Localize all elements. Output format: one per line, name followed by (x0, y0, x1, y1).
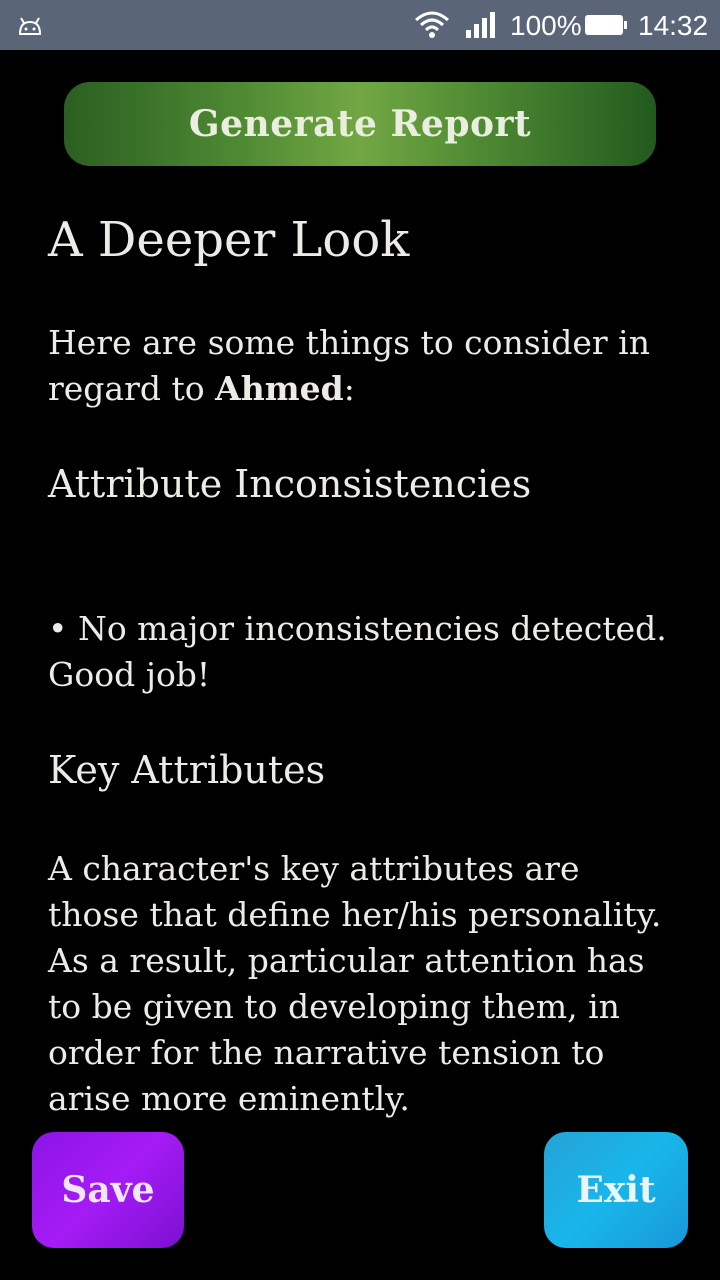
intro-text (48, 320, 678, 412)
page-title: A Deeper Look (48, 212, 410, 268)
intro-prefix: Here are some things to consider in regard to (48, 323, 650, 408)
section-title-key-attributes: Key Attributes (48, 748, 326, 792)
generate-report-button[interactable]: Generate Report (64, 82, 656, 166)
section-title-inconsistencies: Attribute Inconsistencies (48, 462, 532, 506)
status-time: 14:32 (638, 10, 709, 41)
battery-icon (584, 13, 628, 37)
exit-button[interactable]: Exit (544, 1132, 688, 1248)
save-button[interactable]: Save (32, 1132, 184, 1248)
signal-icon (464, 10, 496, 40)
android-icon (16, 14, 44, 36)
battery-percentage: 100% (510, 10, 582, 41)
status-bar (0, 0, 720, 50)
inconsistency-bullet: • No major inconsistencies detected. Good job! (48, 609, 667, 694)
key-attributes-text: A character's key attributes are those that define her/his personality. As a result, particular attention has to be given to developing them, in order for the narrative tension to arise more eminently. (48, 849, 662, 1118)
intro-suffix: : (343, 369, 355, 408)
wifi-icon (414, 10, 450, 40)
character-name: Ahmed (215, 369, 344, 408)
